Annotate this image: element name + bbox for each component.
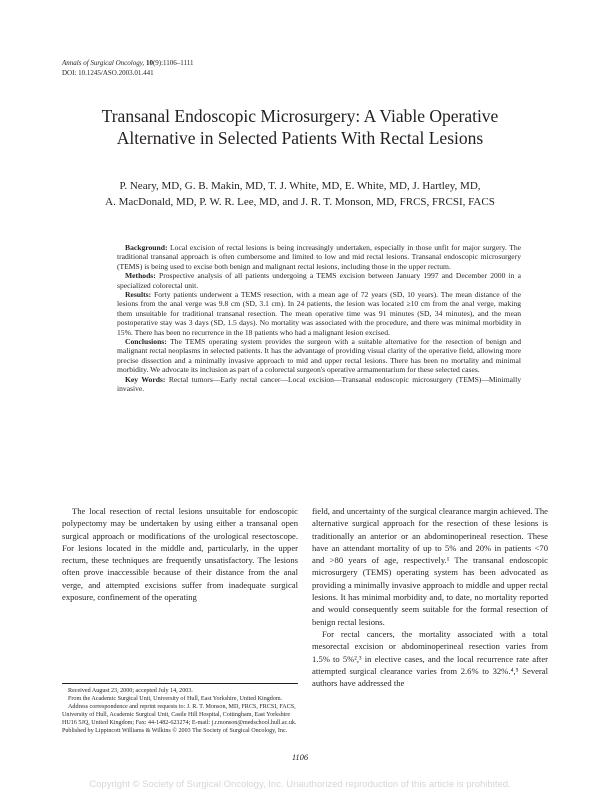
intro-paragraph-1-continued: field, and uncertainty of the surgical clearance margin achieved. The alternative surgical approach for the resection of these lesions is traditionally an anterior or an abdominoperineal resection. These have an attendant mortality of up to 5% and 20% in patients <70 and >80 years of age, respectively.¹ The transanal endoscopic microsurgery (TEMS) operating system has been advocated as providing a minimally invasive approach to middle and upper rectal lesions. It has minimal morbidity and, to date, no mortality reported and would consequently seem suitable for the formal resection of benign rectal lesions. [312,506,548,627]
affiliation-note: From the Academic Surgical Unit, University of Hull, East Yorkshire, United Kingdom. [68,696,283,703]
received-note: Received August 23, 2000; accepted July 14, 2003. [68,688,193,694]
results-label: Results: [125,290,152,300]
journal-name: Annals of Surgical Oncology, [62,59,145,67]
body-column-right [312,505,548,689]
methods-text: Prospective analysis of all patients undergoing a TEMS excision between January 1997 and December 2000 in a specialized colorectal unit. [117,271,521,290]
results-text: Forty patients underwent a TEMS resection, with a mean age of 72 years (SD, 10 years). The mean distance of the lesions from the anal verge was 9.8 cm (SD, 3.1 cm). In 24 patients, the lesion was located ≥10 cm from the anal verge, making them unsuitable for traditional transanal resection. The mean operative time was 91 minutes (SD, 34 minutes), and the mean postoperative stay was 3 days (SD, 1.5 days). No mortality was associated with the procedure, and there was minimal morbidity in 15%. There has been no recurrence in the 18 patients who had a malignant lesion excised. [117,290,521,337]
abstract [117,243,521,394]
volume-number: 10 [145,59,153,67]
conclusions-label: Conclusions: [125,337,167,347]
intro-paragraph-2: For rectal cancers, the mortality associated with a total mesorectal excision or abdominoperineal resection varies from 1.5% to 5%²,³ in elective cases, and the local recurrence rate after attempted surgical clearance varies from 2.6% to 32%.⁴,⁵ Several authors have addressed the [312,628,548,689]
body-column-left [62,505,298,603]
article-title [40,105,560,149]
doi-line: DOI: 10.1245/ASO.2003.01.441 [62,69,154,77]
authors-line-2: A. MacDonald, MD, P. W. R. Lee, MD, and J. R. T. Monson, MD, FRCS, FRCSI, FACS [105,196,495,208]
abstract-methods [117,271,521,290]
correspondence-note: Address correspondence and reprint requests to: J. R. T. Monson, MD, FRCS, FRCSI, FACS, University of Hull, Academic Surgical Unit, Castle Hill Hospital, Cottingham, East Yorkshire HU16 5JQ, United Kingdom; Fax: 44-1482-623274; E-mail: j.r.monson@medschool.hull.ac.uk. [62,704,297,727]
conclusions-text: The TEMS operating system provides the surgeon with a suitable alternative for the resection of benign and malignant rectal neoplasms in selected patients. It has the advantage of providing visual clarity of the operative field, allowing more precise dissection and a minimally invasive approach to mid and upper rectal lesions. There has been no mortality and minimal morbidity. We advocate its inclusion as part of a colorectal surgeon's operative armamentarium for these selected cases. [117,337,521,375]
intro-paragraph-1: The local resection of rectal lesions unsuitable for endoscopic polypectomy may be undertaken by using either a transanal open surgical approach or modifications of the urological resectoscope. For lesions located in the middle and, particularly, in the upper rectum, these techniques are frequently unsatisfactory. The lesions often prove inaccessible because of their distance from the anal verge, and attempted excisions suffer from inadequate surgical exposure, confinement of the operating [62,506,298,603]
publisher-note: Published by Lippincott Williams & Wilkins © 2003 The Society of Surgical Oncology, Inc. [62,728,288,735]
author-list [40,178,560,210]
background-label: Background: [125,243,168,252]
copyright-watermark: Copyright © Society of Surgical Oncology, Inc. Unauthorized reproduction of this article is prohibited. [89,779,511,790]
title-line-2: Alternative in Selected Patients With Rectal Lesions [116,128,484,148]
methods-label: Methods: [125,271,156,281]
abstract-background [117,243,521,271]
keywords-label: Key Words: [125,374,166,384]
abstract-conclusions [117,337,521,375]
abstract-keywords [117,375,521,394]
running-header [62,58,194,78]
authors-line-1: P. Neary, MD, G. B. Makin, MD, T. J. White, MD, E. White, MD, J. Hartley, MD, [119,180,481,192]
citation-line [62,58,194,68]
footnote-divider [62,683,298,684]
footnotes [62,687,298,736]
background-text: Local excision of rectal lesions is being increasingly undertaken, especially in those unfit for major surgery. The traditional transanal approach is often cumbersome and limited to low and mid rectal lesions. Transanal endoscopic microsurgery (TEMS) is being used to excise both benign and malignant rectal lesions, including those in the upper rectum. [117,243,522,271]
keywords-text: Rectal tumors—Early rectal cancer—Local excision—Transanal endoscopic microsurgery (TEMS)—Minimally invasive. [117,374,521,394]
page-number: 1106 [291,752,309,762]
title-line-1: Transanal Endoscopic Microsurgery: A Viable Operative [101,106,499,126]
issue-pages: (9):1106–1111 [152,59,194,67]
abstract-results [117,290,521,337]
